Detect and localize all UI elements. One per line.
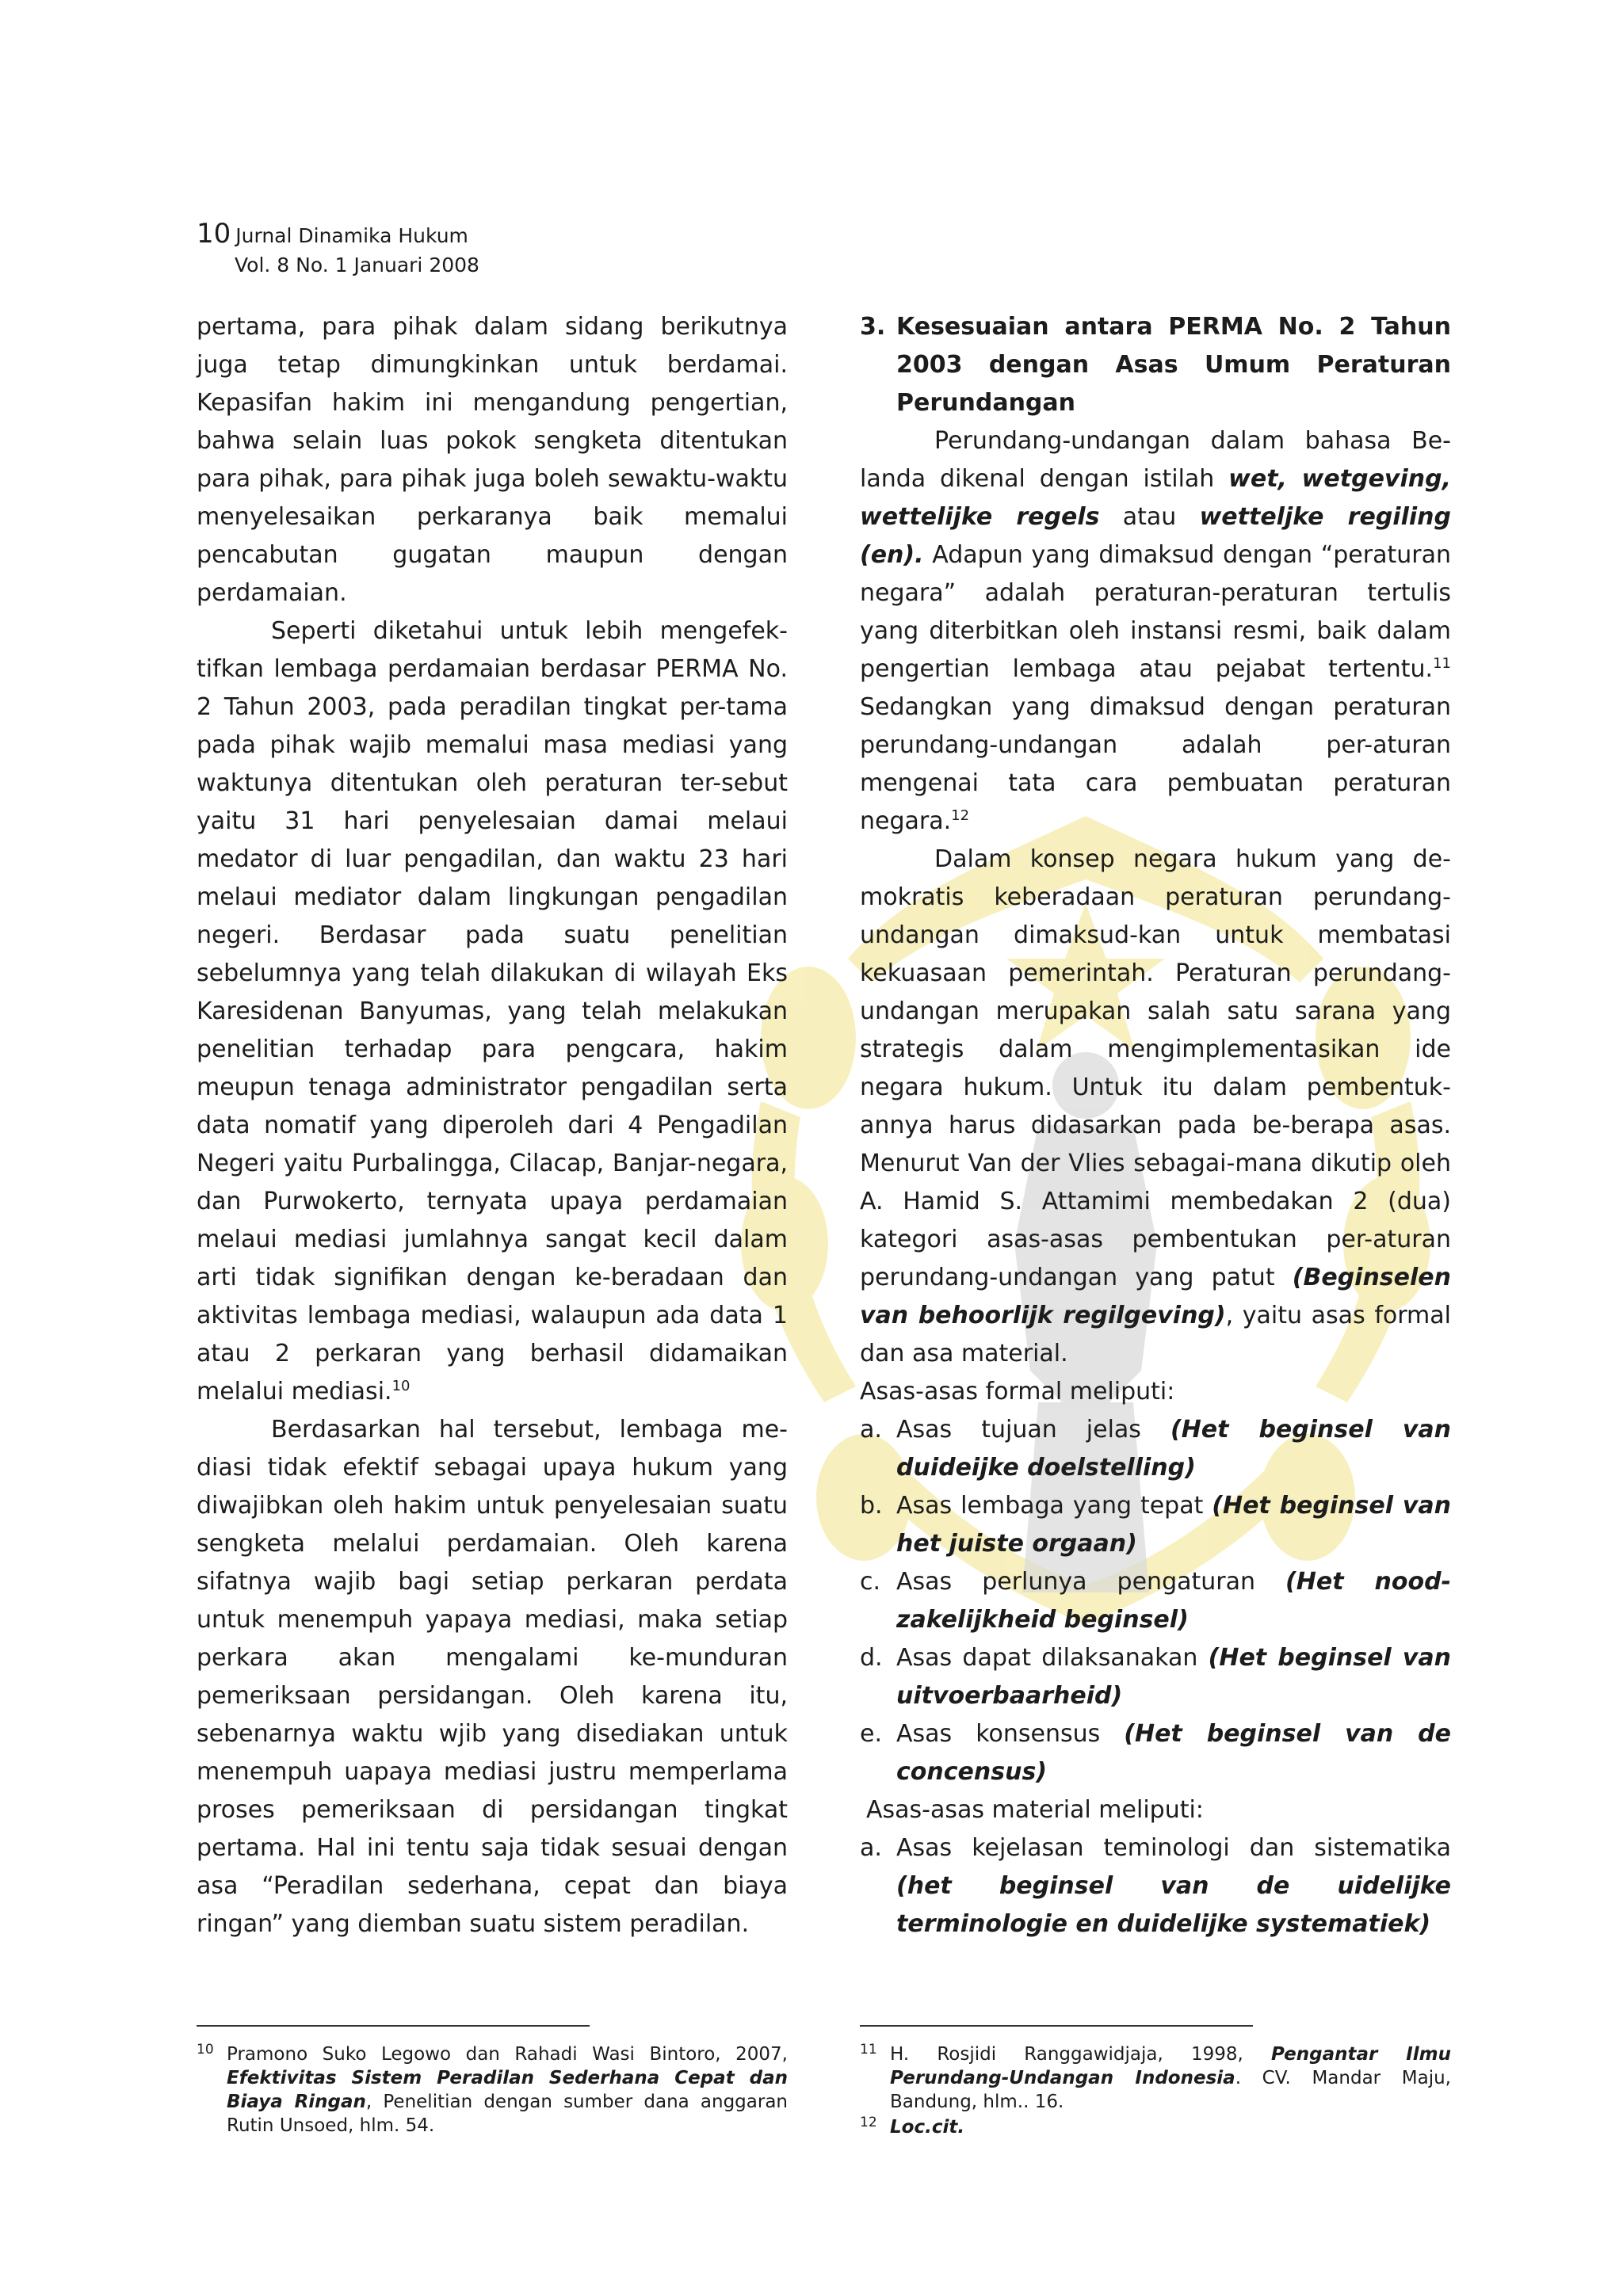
list-marker: c. [860,1568,881,1596]
footnote-title: Pengantar Ilmu Perundang-Undangan Indonesia [890,2044,1451,2088]
paragraph-text: atau [1099,503,1200,531]
section-heading [860,308,1451,422]
paragraph-text: Dalam konsep negara hukum yang de-mokratis keberadaan peraturan perundang-undangan dimaksud-kan untuk membatasi kekuasaan pemerintah. Peraturan perundang-undangan merupakan salah satu sarana yang strategis dalam mengimplementasikan ide negara hukum. Untuk itu dalam pembentuk-annya harus didasarkan pada be-berapa asas. Menurut Van der Vlies sebagai-mana dikutip oleh A. Hamid S. Attamimi membedakan 2 (dua) kategori asas-asas pembentukan per-aturan perundang-undangan yang patut [860,845,1451,1291]
formal-principles-list [860,1411,1451,1791]
journal-volume: Vol. 8 No. 1 Januari 2008 [235,254,479,277]
list-marker: d. [860,1644,883,1672]
list-item-text: Asas tujuan jelas [896,1416,1170,1444]
footnote-10 [197,2042,788,2138]
dutch-terms: (Het beginsel van duideijke doelstelling) [896,1416,1451,1482]
left-column [197,308,788,1943]
dutch-terms: (Het beginsel van het juiste orgaan) [896,1492,1451,1558]
list-item-text: Asas kejelasan teminologi dan sistematika [896,1834,1451,1862]
paragraph-definition [860,422,1451,841]
paragraph-text: pertama, para pihak dalam sidang berikutnya juga tetap dimungkinkan untuk berdamai. Kepasifan hakim ini mengandung pengertian, bahwa selain luas pokok sengketa ditentukan para pihak, para pihak juga boleh sewaktu-waktu menyelesaikan perkaranya baik memalui pencabutan gugatan maupun dengan perdamaian. [197,313,788,607]
footnote-body [227,2042,788,2138]
paragraph-continuation [197,308,788,612]
footnote-text: , Penelitian dengan sumber dana anggaran Rutin Unsoed, hlm. 54. [227,2092,788,2136]
dutch-terms: (Beginselen van behoorlijk regilgeving) [860,1264,1451,1329]
paragraph-mediation-ineffective [197,1411,788,1943]
list-marker: e. [860,1720,882,1748]
journal-name: Jurnal Dinamika Hukum [235,224,468,247]
right-column [860,308,1451,1943]
list-item-text: Asas lembaga yang tepat [896,1492,1212,1520]
paragraph-legal-state [860,841,1451,1373]
footnote-ref: 11 [1433,655,1451,672]
paragraph-text: Adapun yang dimaksud dengan “peraturan negara” adalah peraturan-peraturan tertulis yang diterbitkan oleh instansi resmi, baik dalam pengertian lembaga atau pejabat tertentu. [860,541,1451,683]
footnote-ref: 12 [951,807,970,824]
paragraph-text: Berdasarkan hal tersebut, lembaga me-diasi tidak efektif sebagai upaya hukum yang diwajibkan oleh hakim untuk penyelesaian suatu sengketa melalui perdamaian. Oleh karena sifatnya wajib bagi setiap perkaran perdata untuk menempuh yapaya mediasi, maka setiap perkara akan mengalami ke-munduran pemeriksaan persidangan. Oleh karena itu, sebenarnya waktu wjib yang disediakan untuk menempuh uapaya mediasi justru memperlama proses pemeriksaan di persidangan tingkat pertama. Hal ini tentu saja tidak sesuai dengan asa “Peradilan sederhana, cepat dan biaya ringan” yang diemban suatu sistem peradilan. [197,1416,788,1938]
footnote-text: Pramono Suko Legowo dan Rahadi Wasi Bintoro, 2007, [227,2044,788,2065]
formal-principles-intro: Asas-asas formal meliputi: [860,1378,1175,1405]
paragraph-text: , yaitu asas formal dan asa material. [860,1302,1451,1367]
dutch-terms: (Het beginsel van uitvoerbaarheid) [896,1644,1451,1710]
list-item [860,1411,1451,1487]
footnote-text: H. Rosjidi Ranggawidjaja, 1998, [890,2044,1271,2065]
list-item-text: Asas perlunya pengaturan [896,1568,1286,1596]
paragraph-text: Seperti diketahui untuk lebih mengefek-tifkan lembaga perdamaian berdasar PERMA No. 2 Tahun 2003, pada peradilan tingkat per-tama pada pihak wajib memalui masa mediasi yang waktunya ditentukan oleh peraturan ter-sebut yaitu 31 hari penyelesaian damai melaui medator di luar pengadilan, dan waktu 23 hari melaui mediator dalam lingkungan pengadilan negeri. Berdasar pada suatu penelitian sebelumnya yang telah dilakukan di wilayah Eks Karesidenan Banyumas, yang telah melakukan penelitian terhadap para pengcara, hakim meupun tenaga administrator pengadilan serta data nomatif yang diperoleh dari 4 Pengadilan Negeri yaitu Purbalingga, Cilacap, Banjar-negara, dan Purwokerto, ternyata upaya perdamaian melaui mediasi jumlahnya sangat kecil dalam arti tidak signifikan dengan ke-beradaan dan aktivitas lembaga mediasi, walaupun ada data 1 atau 2 perkaran yang berhasil didamaikan melalui mediasi. [197,617,788,1405]
dutch-terms: wet, wetgeving, wettelijke regels [860,465,1451,531]
material-principles-list [860,1829,1451,1943]
dutch-terms: (Het nood-zakelijkheid beginsel) [896,1568,1451,1634]
footnote-body [890,2042,1451,2114]
paragraph-text: Perundang-undangan dalam bahasa Be-landa dikenal dengan istilah [860,427,1451,493]
footnote-11 [860,2042,1451,2114]
running-header [197,220,479,279]
section-title: Kesesuaian antara PERMA No. 2 Tahun 2003 dengan Asas Umum Peraturan Perundangan [896,313,1451,417]
footnote-number: 11 [860,2042,877,2058]
list-item [860,1487,1451,1563]
footnote-body [890,2115,1451,2139]
footnote-number: 10 [197,2042,214,2058]
list-item-text: Asas dapat dilaksanakan [896,1644,1209,1672]
list-item-text: Asas konsensus [896,1720,1125,1748]
list-marker: b. [860,1492,883,1520]
footnote-divider-left [197,2025,590,2027]
page-number: 10 [197,218,231,250]
paragraph-perma-mediation [197,612,788,1411]
dutch-terms: (Het beginsel van de concensus) [896,1720,1451,1786]
list-item [860,1829,1451,1943]
footnote-text: . CV. Mandar Maju, Bandung, hlm.. 16. [890,2068,1451,2112]
paragraph-text: Sedangkan yang dimaksud dengan peraturan perundang-undangan adalah per-aturan mengenai tata cara pembuatan peraturan negara. [860,693,1451,835]
list-item [860,1639,1451,1715]
list-item [860,1715,1451,1791]
footnote-title: Efektivitas Sistem Peradilan Sederhana Cepat dan Biaya Ringan [227,2068,788,2112]
list-marker: a. [860,1416,882,1444]
list-marker: a. [860,1834,882,1862]
dutch-terms: (het beginsel van de uidelijke terminologie en duidelijke systematiek) [896,1872,1451,1938]
footnote-divider-right [860,2025,1253,2027]
footnote-12 [860,2115,1451,2139]
footnote-title: Loc.cit. [890,2117,965,2138]
footnote-number: 12 [860,2115,877,2130]
dutch-terms: wetteljke regiling (en). [860,503,1451,569]
footnote-ref: 10 [391,1378,411,1394]
material-principles-intro: Asas-asas material meliputi: [866,1796,1204,1824]
list-item [860,1563,1451,1639]
section-number: 3. [860,313,886,341]
